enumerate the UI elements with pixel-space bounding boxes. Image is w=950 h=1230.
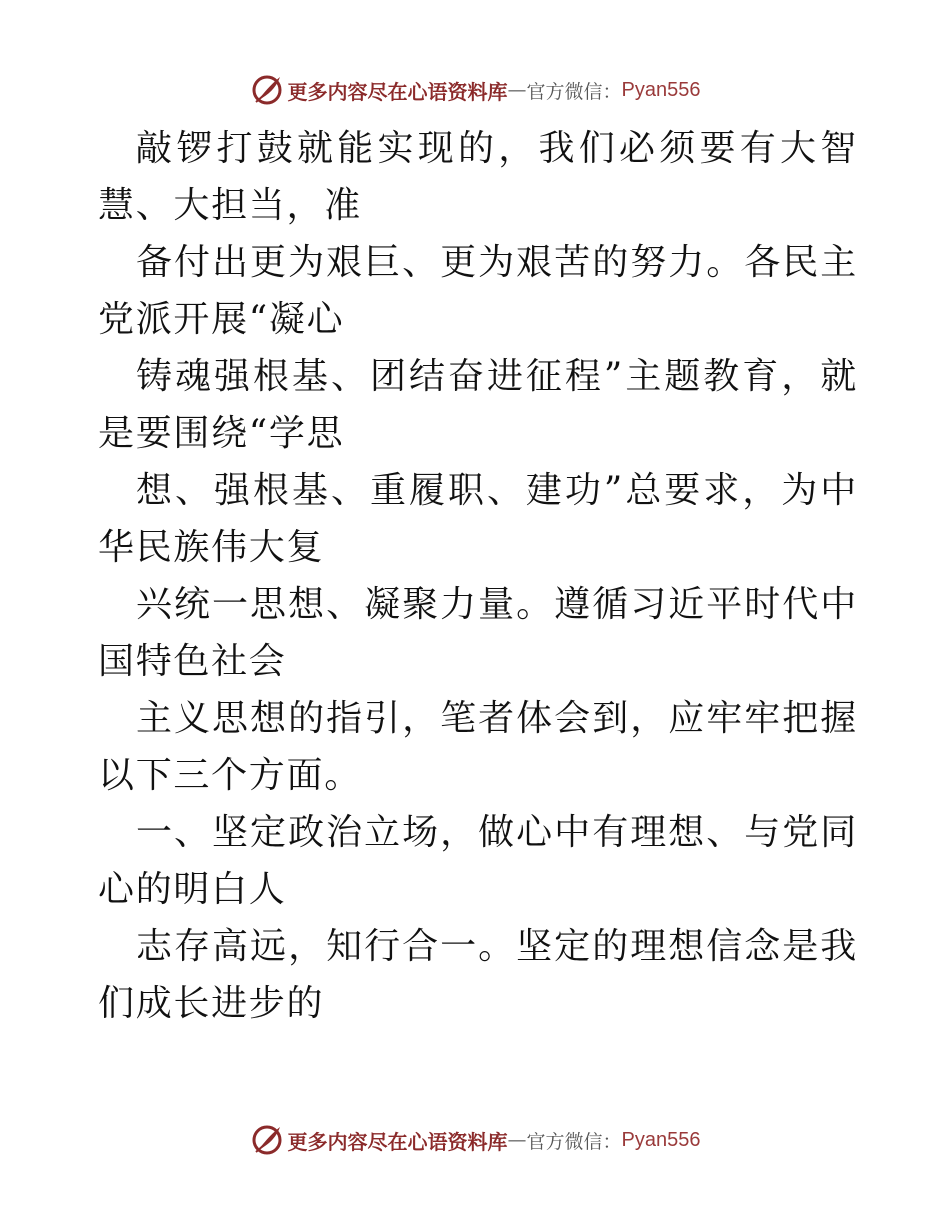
- watermark-brand-text: 更多内容尽在心语资料库: [287, 1129, 508, 1154]
- watermark-dash: —: [507, 79, 527, 101]
- watermark-wechat-label: 官方微信：: [526, 80, 622, 103]
- watermark-wechat-id: Pyan556: [621, 1128, 701, 1151]
- watermark-brand-text: 更多内容尽在心语资料库: [287, 79, 508, 104]
- watermark-wechat-label: 官方微信：: [526, 1130, 622, 1153]
- section-heading: 一、坚定政治立场，做心中有理想、与党同心的明白人: [98, 812, 858, 910]
- document-body: [98, 120, 858, 1032]
- quill-logo-icon: [250, 1123, 284, 1157]
- footer-watermark: [0, 1120, 950, 1160]
- watermark-wechat-id: Pyan556: [621, 78, 701, 101]
- body-paragraph: 备付出更为艰巨、更为艰苦的努力。各民主党派开展“凝心: [98, 242, 858, 340]
- quill-logo-icon: [250, 73, 284, 107]
- body-paragraph: 想、强根基、重履职、建功”总要求，为中华民族伟大复: [98, 470, 858, 568]
- watermark-dash: —: [507, 1129, 527, 1151]
- body-paragraph: 敲锣打鼓就能实现的，我们必须要有大智慧、大担当，准: [98, 128, 858, 226]
- header-watermark: [0, 70, 950, 110]
- body-paragraph: 兴统一思想、凝聚力量。遵循习近平时代中国特色社会: [98, 584, 858, 682]
- body-paragraph: 主义思想的指引，笔者体会到，应牢牢把握以下三个方面。: [98, 698, 858, 796]
- body-paragraph: 志存高远，知行合一。坚定的理想信念是我们成长进步的: [98, 926, 858, 1024]
- body-paragraph: 铸魂强根基、团结奋进征程”主题教育，就是要围绕“学思: [98, 356, 858, 454]
